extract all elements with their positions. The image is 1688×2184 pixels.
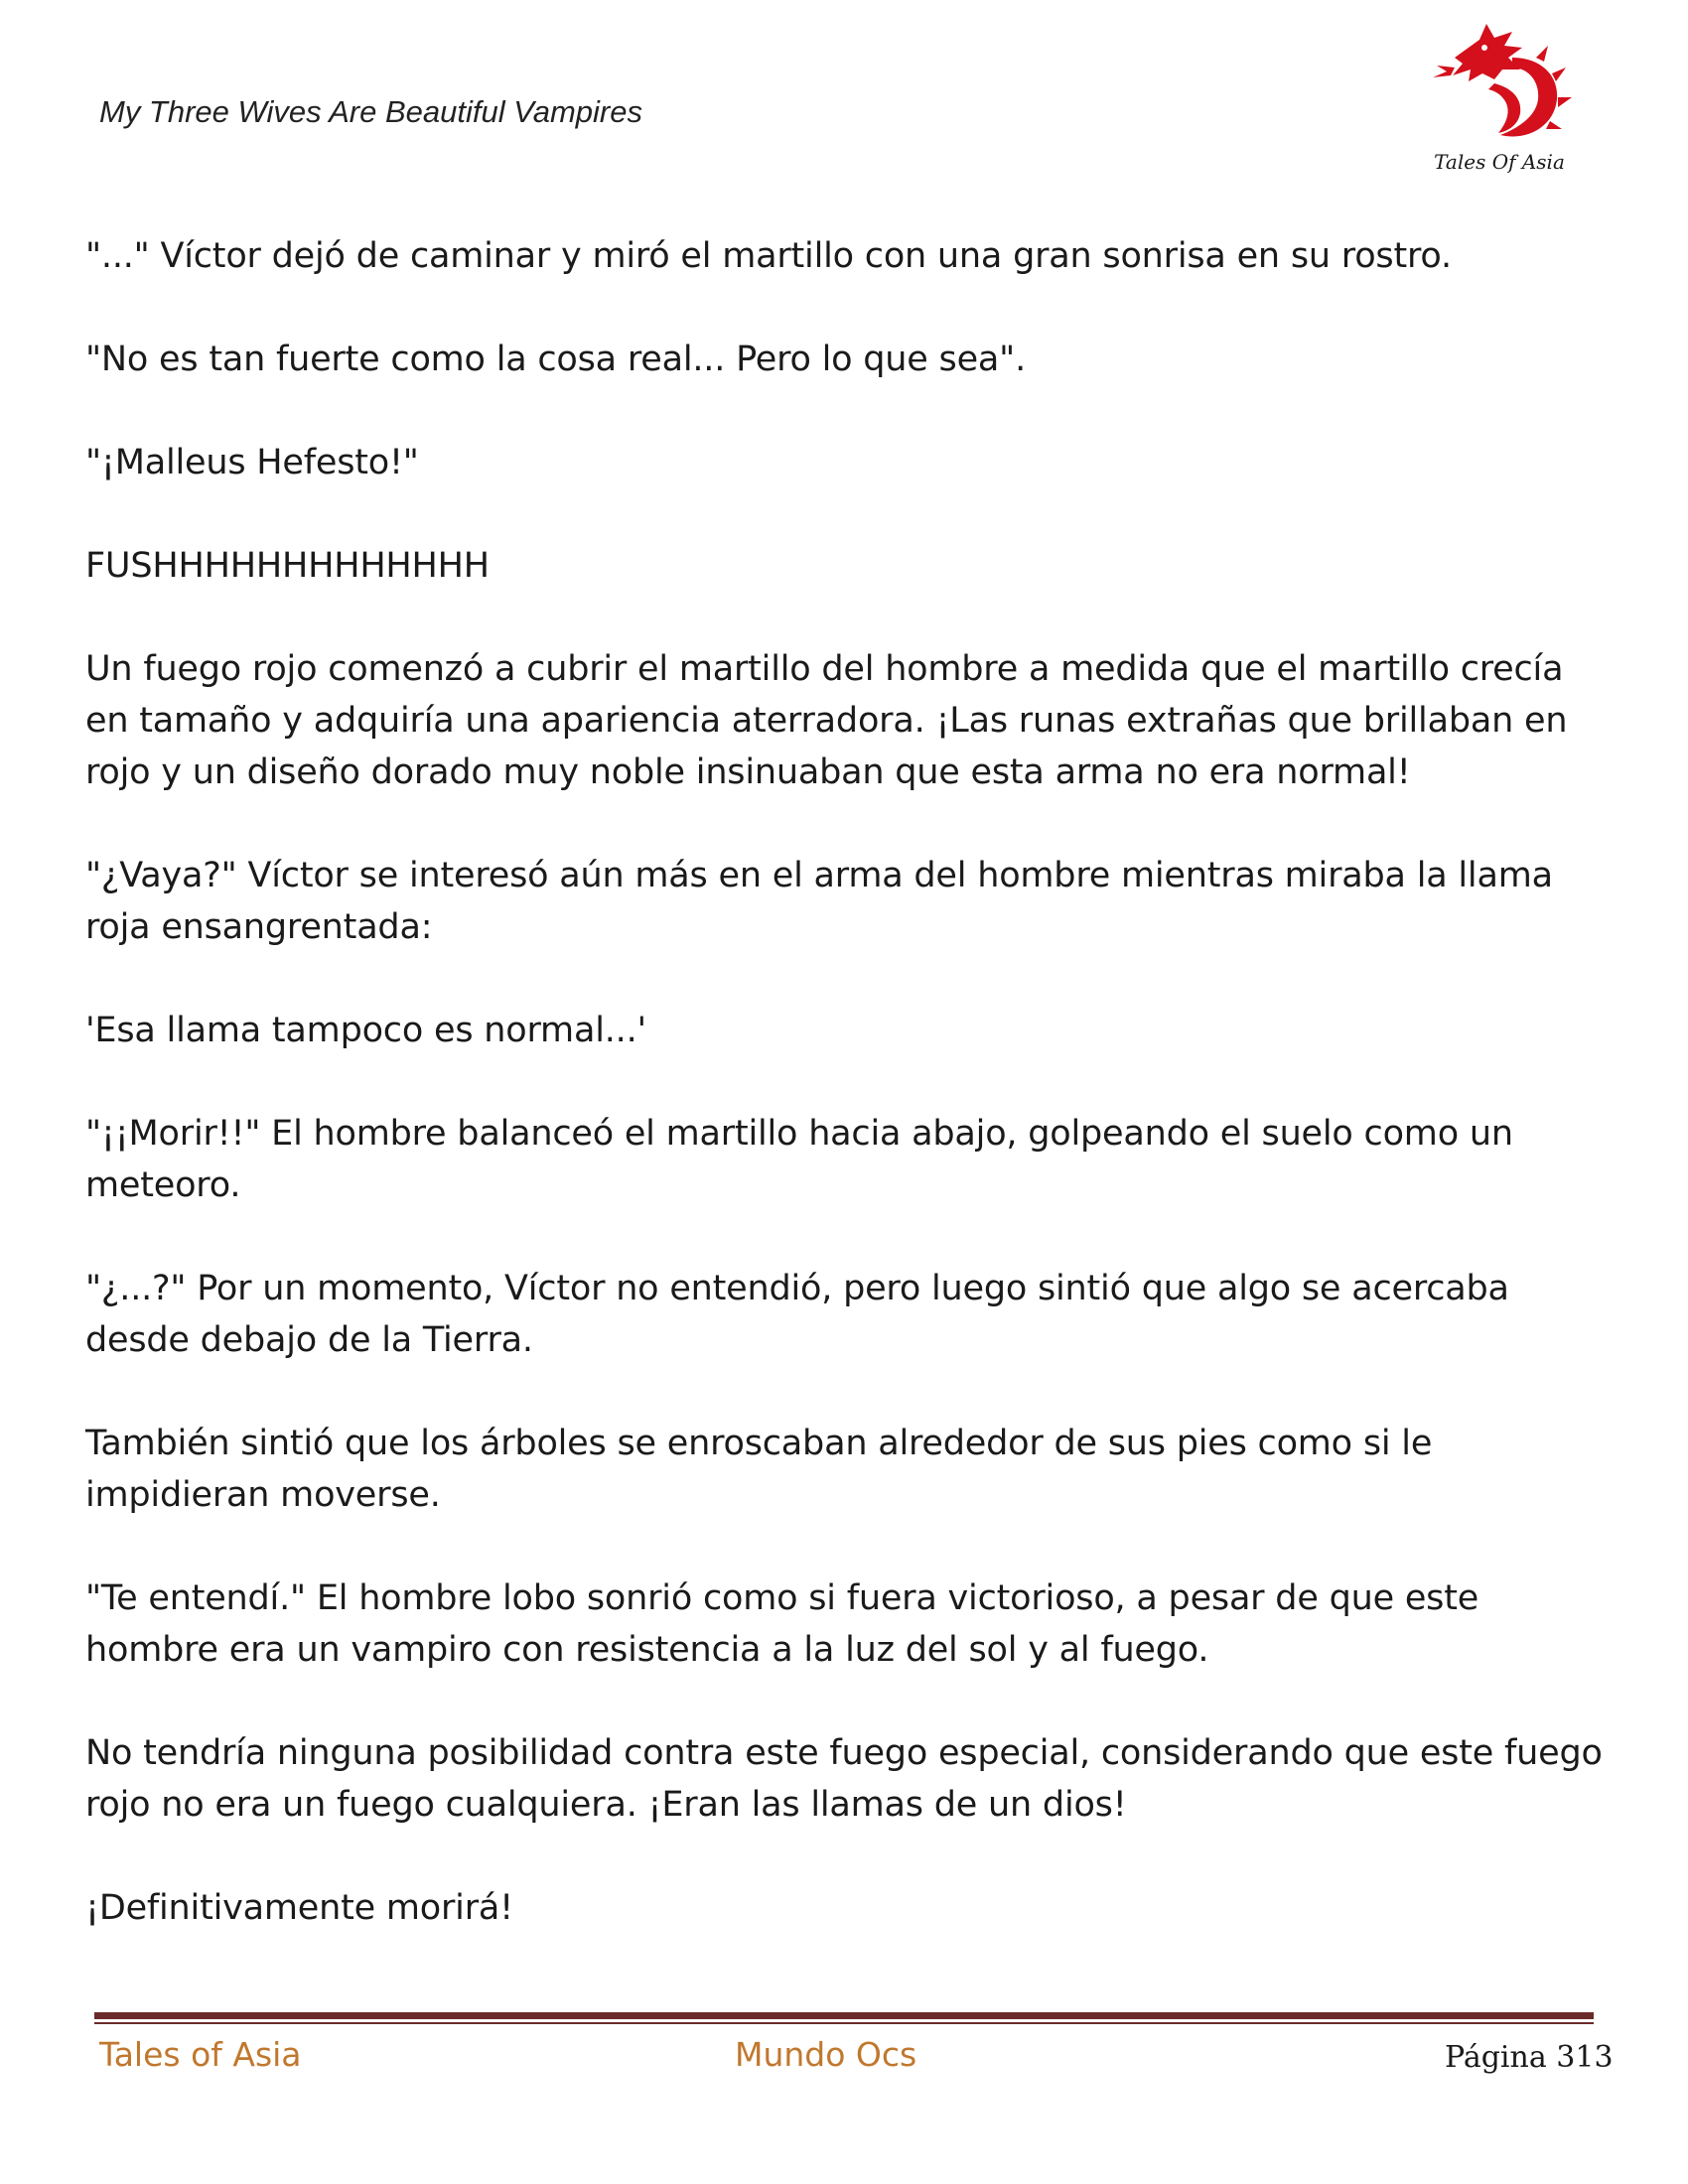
footer-group: Mundo Ocs (735, 2035, 917, 2074)
paragraph: "¡¡Morir!!" El hombre balanceó el martillo hacia abajo, golpeando el suelo como un meteoro. (85, 1114, 1513, 1205)
paragraph: También sintió que los árboles se enroscaban alrededor de sus pies como si le impidieran moverse. (85, 1424, 1433, 1515)
paragraph: Un fuego rojo comenzó a cubrir el martillo del hombre a medida que el martillo crecía en tamaño y adquiría una apariencia aterradora. ¡Las runas extrañas que brillaban en rojo y un diseño dorado muy noble insinuaban que esta arma no era normal! (85, 649, 1568, 792)
paragraph: ¡Definitivamente morirá! (85, 1888, 513, 1928)
paragraph: FUSHHHHHHHHHHHHH (85, 546, 490, 586)
footer-divider (94, 2012, 1594, 2024)
paragraph: "¿Vaya?" Víctor se interesó aún más en el arma del hombre mientras miraba la llama roja ensangrentada: (85, 856, 1553, 947)
tales-of-asia-logo (1425, 18, 1574, 182)
red-dragon-icon (1425, 18, 1574, 152)
paragraph: No tendría ninguna posibilidad contra este fuego especial, considerando que este fuego rojo no era un fuego cualquiera. ¡Eran las llamas de un dios! (85, 1733, 1603, 1825)
page-body (85, 230, 1615, 1985)
paragraph: 'Esa llama tampoco es normal...' (85, 1011, 646, 1050)
paragraph: "..." Víctor dejó de caminar y miró el martillo con una gran sonrisa en su rostro. (85, 236, 1452, 276)
paragraph: "¡Malleus Hefesto!" (85, 443, 419, 482)
paragraph: "Te entendí." El hombre lobo sonrió como si fuera victorioso, a pesar de que este hombre era un vampiro con resistencia a la luz del sol y al fuego. (85, 1578, 1479, 1670)
document-header-title: My Three Wives Are Beautiful Vampires (99, 94, 642, 129)
footer-publisher: Tales of Asia (99, 2035, 302, 2074)
logo-text: Tales Of Asia (1434, 150, 1565, 174)
page-number: Página 313 (1445, 2040, 1614, 2075)
paragraph: "No es tan fuerte como la cosa real... Pero lo que sea". (85, 340, 1026, 379)
paragraph: "¿...?" Por un momento, Víctor no entendió, pero luego sintió que algo se acercaba desde debajo de la Tierra. (85, 1269, 1509, 1360)
